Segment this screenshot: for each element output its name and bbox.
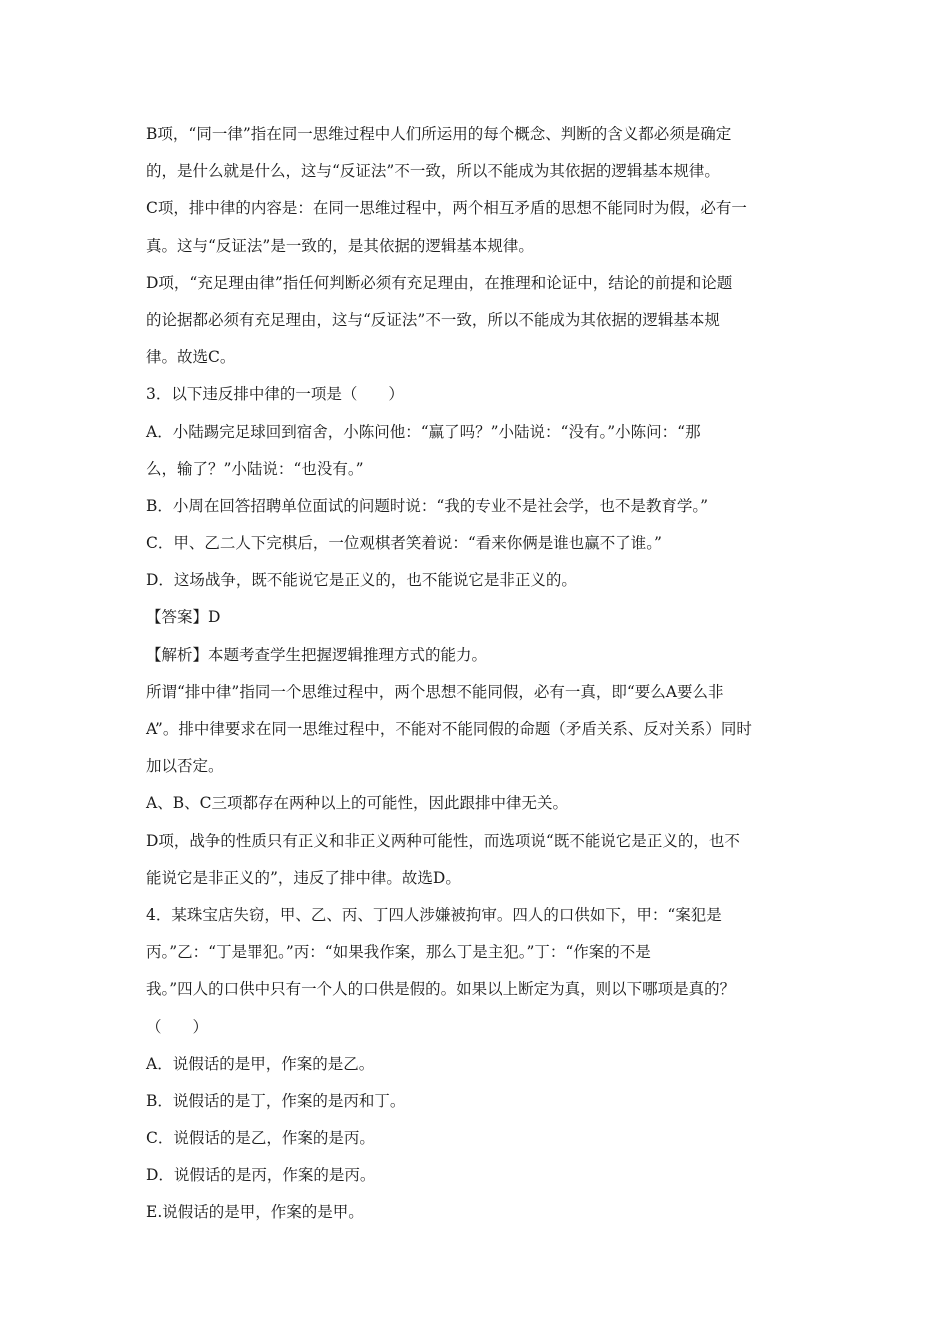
text-line: 能说它是非正义的”，违反了排中律。故选D。 [146, 868, 461, 887]
text-line: 所谓“排中律”指同一个思维过程中，两个思想不能同假，必有一真，即“要么A要么非 [146, 682, 724, 701]
text-line: B项，“同一律”指在同一思维过程中人们所运用的每个概念、判断的含义都必须是确定 [146, 125, 732, 143]
text-line: 的，是什么就是什么，这与“反证法”不一致，所以不能成为其依据的逻辑基本规律。 [146, 162, 720, 181]
document-body [146, 116, 810, 1232]
question-3-option-a: A．小陆踢完足球回到宿舍，小陈问他：“赢了吗？”小陆说：“没有。”小陈问：“那 [146, 422, 701, 441]
question-4-option-d: D．说假话的是丙，作案的是丙。 [146, 1166, 376, 1185]
text-line: D项，“充足理由律”指任何判断必须有充足理由，在推理和论证中，结论的前提和论题 [146, 273, 733, 292]
text-line: 的论据都必须有充足理由，这与“反证法”不一致，所以不能成为其依据的逻辑基本规 [146, 310, 720, 329]
question-3-stem: 3．以下违反排中律的一项是（ ） [146, 385, 404, 404]
question-4-option-b: B．说假话的是丁，作案的是丙和丁。 [146, 1091, 406, 1110]
text-line: 律。故选C。 [146, 348, 236, 367]
analysis-label: 【解析】本题考查学生把握逻辑推理方式的能力。 [146, 645, 488, 664]
question-4-option-e: E.说假话的是甲，作案的是甲。 [146, 1203, 364, 1222]
answer-label: 【答案】D [146, 608, 221, 627]
question-4-stem: 4．某珠宝店失窃，甲、乙、丙、丁四人涉嫌被拘审。四人的口供如下，甲：“案犯是 [146, 905, 722, 924]
question-4-blank: （ ） [146, 1017, 209, 1036]
question-4-stem-cont: 丙。”乙：“丁是罪犯。”丙：“如果我作案，那么丁是主犯。”丁：“作案的不是 [146, 943, 651, 962]
question-3-option-c: C．甲、乙二人下完棋后，一位观棋者笑着说：“看来你俩是谁也赢不了谁。” [146, 534, 662, 553]
question-4-stem-cont: 我。”四人的口供中只有一个人的口供是假的。如果以上断定为真，则以下哪项是真的？ [146, 980, 736, 999]
text-line: 加以否定。 [146, 757, 224, 776]
question-4-option-a: A．说假话的是甲，作案的是乙。 [146, 1054, 375, 1073]
question-3-option-d: D．这场战争，既不能说它是正义的，也不能说它是非正义的。 [146, 571, 577, 590]
text-line: A、B、C三项都存在两种以上的可能性，因此跟排中律无关。 [146, 794, 568, 813]
text-line: D项，战争的性质只有正义和非正义两种可能性，而选项说“既不能说它是正义的，也不 [146, 831, 740, 850]
question-3-option-a-cont: 么，输了？”小陆说：“也没有。” [146, 459, 364, 478]
text-line: A”。排中律要求在同一思维过程中，不能对不能同假的命题（矛盾关系、反对关系）同时 [146, 720, 752, 738]
text-line: C项，排中律的内容是：在同一思维过程中，两个相互矛盾的思想不能同时为假，必有一 [146, 199, 747, 218]
question-3-option-b: B．小周在回答招聘单位面试的问题时说：“我的专业不是社会学，也不是教育学。” [146, 496, 708, 515]
question-4-option-c: C．说假话的是乙，作案的是丙。 [146, 1129, 375, 1148]
text-line: 真。这与“反证法”是一致的，是其依据的逻辑基本规律。 [146, 236, 534, 255]
